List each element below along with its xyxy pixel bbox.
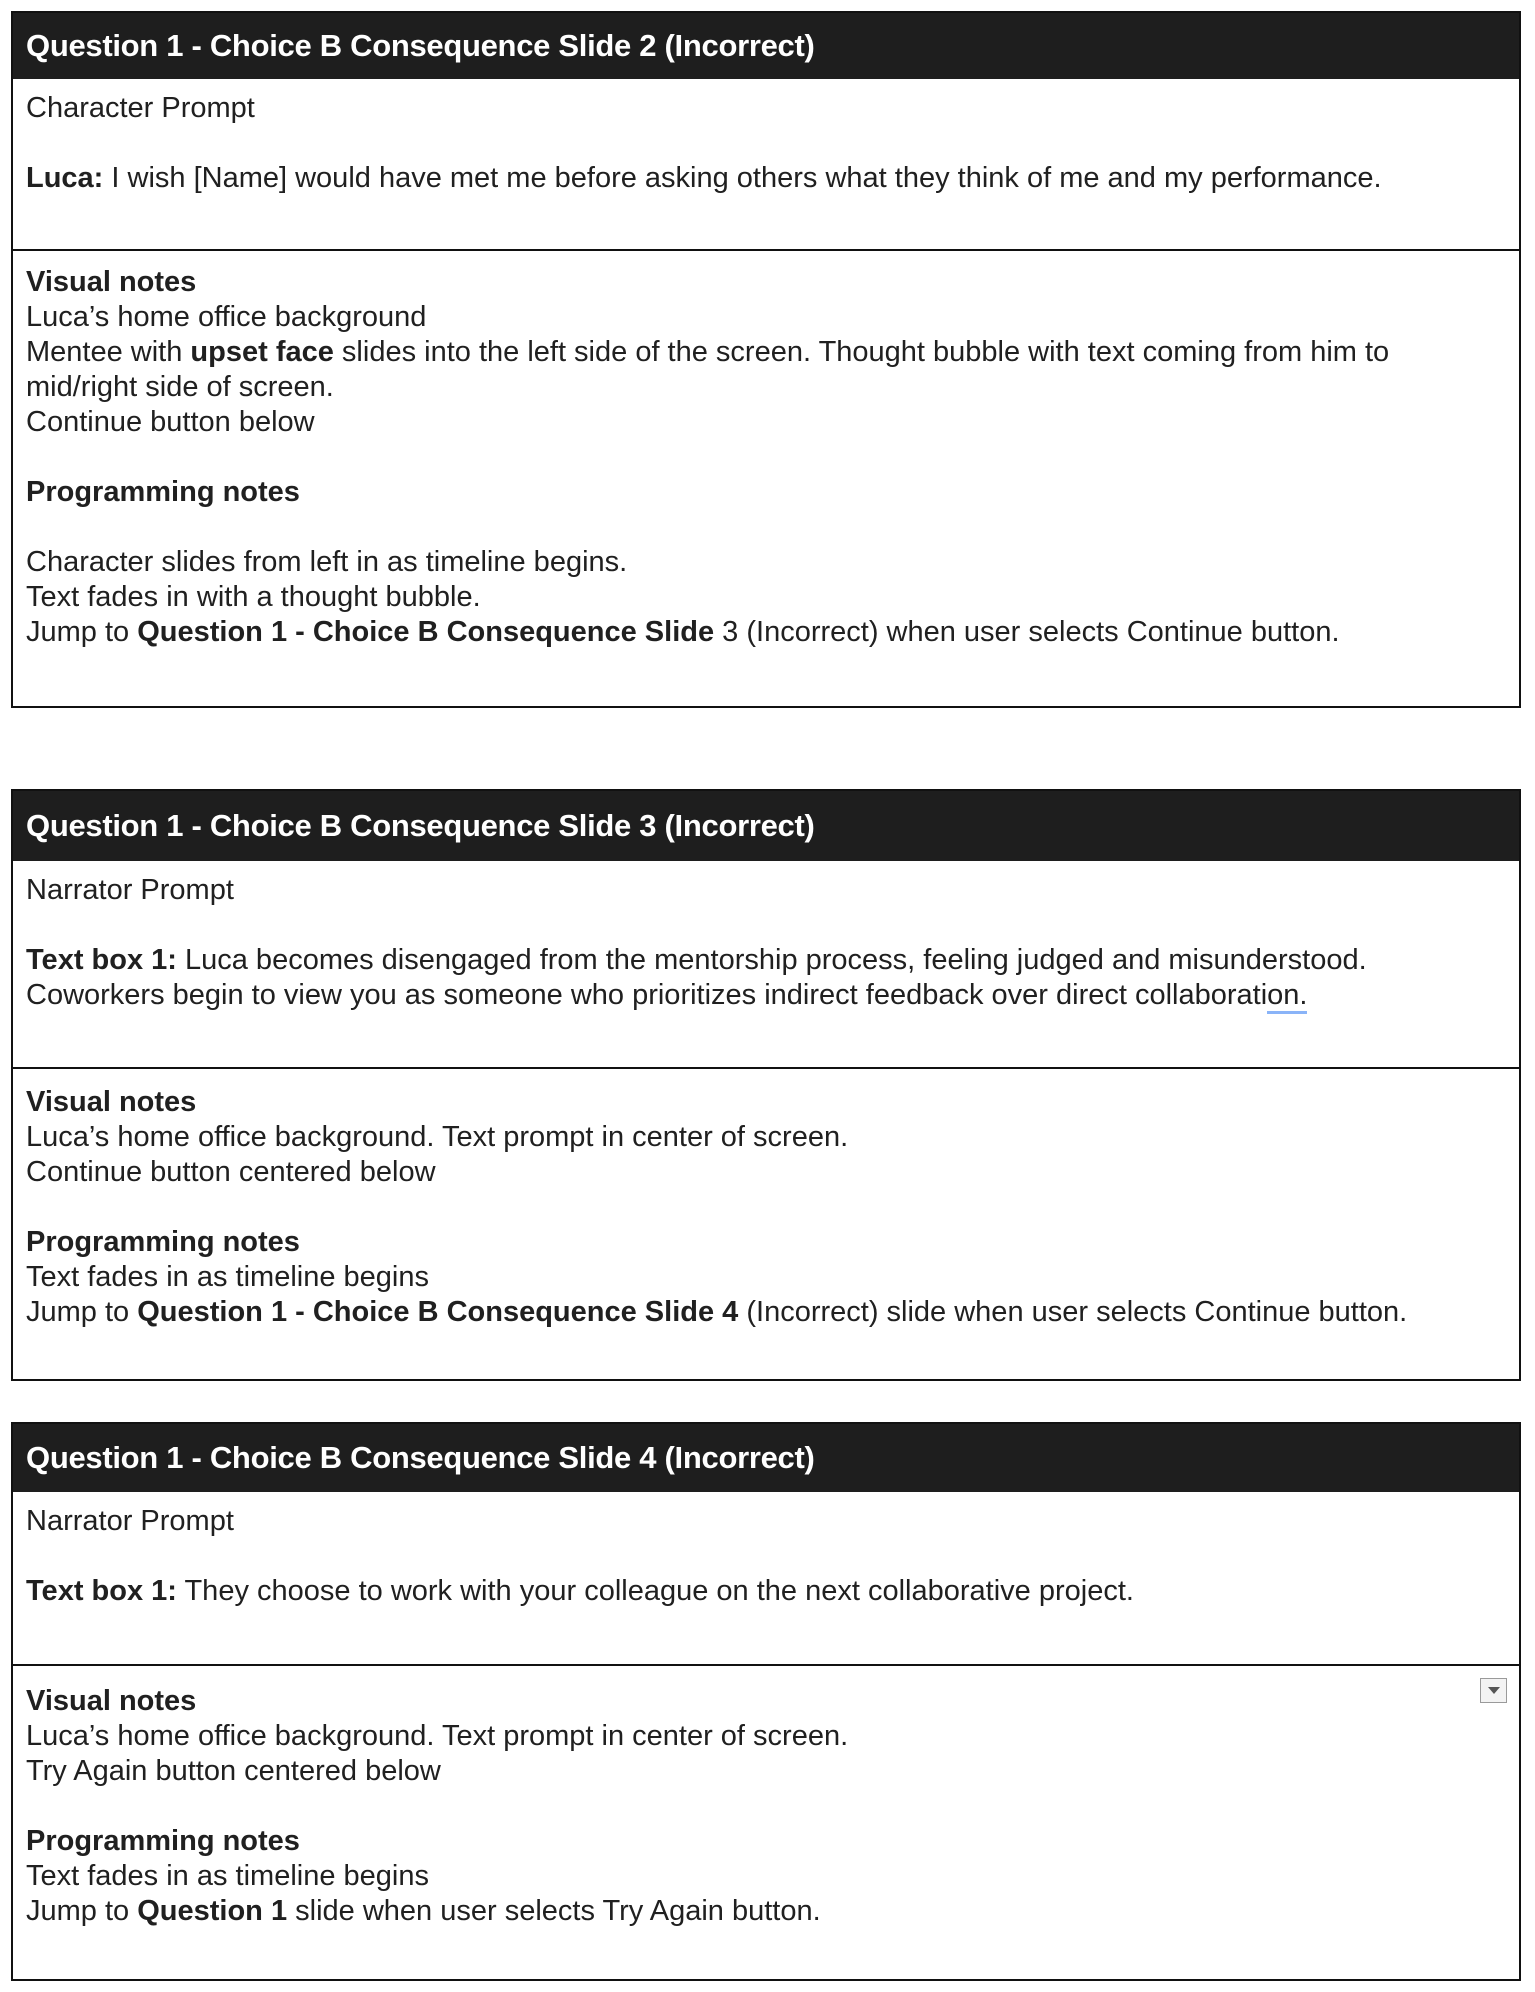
visual-note-line: Continue button centered below — [26, 1156, 436, 1188]
notes-cell[interactable] — [13, 1664, 1519, 1979]
visual-note-line: Continue button below — [26, 406, 315, 438]
visual-note-line: Luca’s home office background — [26, 301, 427, 333]
programming-notes-title: Programming notes — [26, 1825, 300, 1857]
prompt-title: Narrator Prompt — [26, 1505, 234, 1537]
table-header: Question 1 - Choice B Consequence Slide 4 (Incorrect) — [13, 1424, 1519, 1492]
notes-cell[interactable] — [13, 249, 1519, 706]
slide-table-q1-b-slide3 — [11, 789, 1521, 1381]
character-line — [26, 161, 1506, 196]
visual-notes-title: Visual notes — [26, 1685, 197, 1717]
slide-table-q1-b-slide4 — [11, 1422, 1521, 1981]
visual-notes-title: Visual notes — [26, 266, 197, 298]
textbox-label: Text box 1: — [26, 944, 177, 976]
speaker-label: Luca: — [26, 162, 104, 194]
chevron-down-icon — [1488, 1687, 1500, 1694]
spellcheck-mark: on. — [1267, 979, 1307, 1014]
programming-notes-title: Programming notes — [26, 1226, 300, 1258]
visual-notes-title: Visual notes — [26, 1086, 197, 1118]
textbox-label: Text box 1: — [26, 1575, 177, 1607]
prompt-cell[interactable] — [13, 79, 1519, 249]
programming-note-line: Text fades in as timeline begins — [26, 1860, 429, 1892]
slide-reference: Question 1 — [137, 1895, 288, 1927]
programming-notes-title: Programming notes — [26, 476, 300, 508]
programming-note-line: Text fades in with a thought bubble. — [26, 581, 481, 613]
textbox-line: Text box 1: They choose to work with your colleague on the next collaborative project. — [26, 1575, 1134, 1607]
programming-note-line: Jump to Question 1 - Choice B Consequence Slide 4 (Incorrect) slide when user selects Continue button. — [26, 1296, 1408, 1328]
programming-note-line: Jump to Question 1 slide when user selects Try Again button. — [26, 1895, 821, 1927]
visual-note-line: Mentee with upset face slides into the left side of the screen. Thought bubble with text coming from him to mid/right side of screen. — [26, 336, 1390, 403]
programming-note-line: Jump to Question 1 - Choice B Consequence Slide 3 (Incorrect) when user selects Continue button. — [26, 616, 1340, 648]
slide-table-q1-b-slide2 — [11, 11, 1521, 708]
programming-note-line: Text fades in as timeline begins — [26, 1261, 429, 1293]
speech-text: I wish [Name] would have met me before asking others what they think of me and my performance. — [103, 162, 1382, 194]
table-header: Question 1 - Choice B Consequence Slide 2 (Incorrect) — [13, 13, 1519, 79]
visual-note-line: Try Again button centered below — [26, 1755, 441, 1787]
programming-note-line: Character slides from left in as timeline begins. — [26, 546, 628, 578]
prompt-cell[interactable] — [13, 861, 1519, 1067]
visual-note-line: Luca’s home office background. Text prompt in center of screen. — [26, 1121, 849, 1153]
prompt-title: Character Prompt — [26, 92, 255, 124]
visual-note-line: Luca’s home office background. Text prompt in center of screen. — [26, 1720, 849, 1752]
prompt-cell[interactable] — [13, 1492, 1519, 1664]
slide-reference: Question 1 - Choice B Consequence Slide — [137, 616, 715, 648]
table-header: Question 1 - Choice B Consequence Slide 3 (Incorrect) — [13, 791, 1519, 861]
prompt-title: Narrator Prompt — [26, 874, 234, 906]
emphasis-text: upset face — [190, 336, 334, 368]
textbox-line: Text box 1: Luca becomes disengaged from the mentorship process, feeling judged and misunderstood. — [26, 944, 1367, 976]
slide-reference: Question 1 - Choice B Consequence Slide 4 — [137, 1296, 739, 1328]
textbox-line: Coworkers begin to view you as someone who prioritizes indirect feedback over direct collaboration. — [26, 978, 1506, 1013]
cell-dropdown-button[interactable] — [1480, 1678, 1507, 1703]
notes-cell[interactable] — [13, 1067, 1519, 1379]
